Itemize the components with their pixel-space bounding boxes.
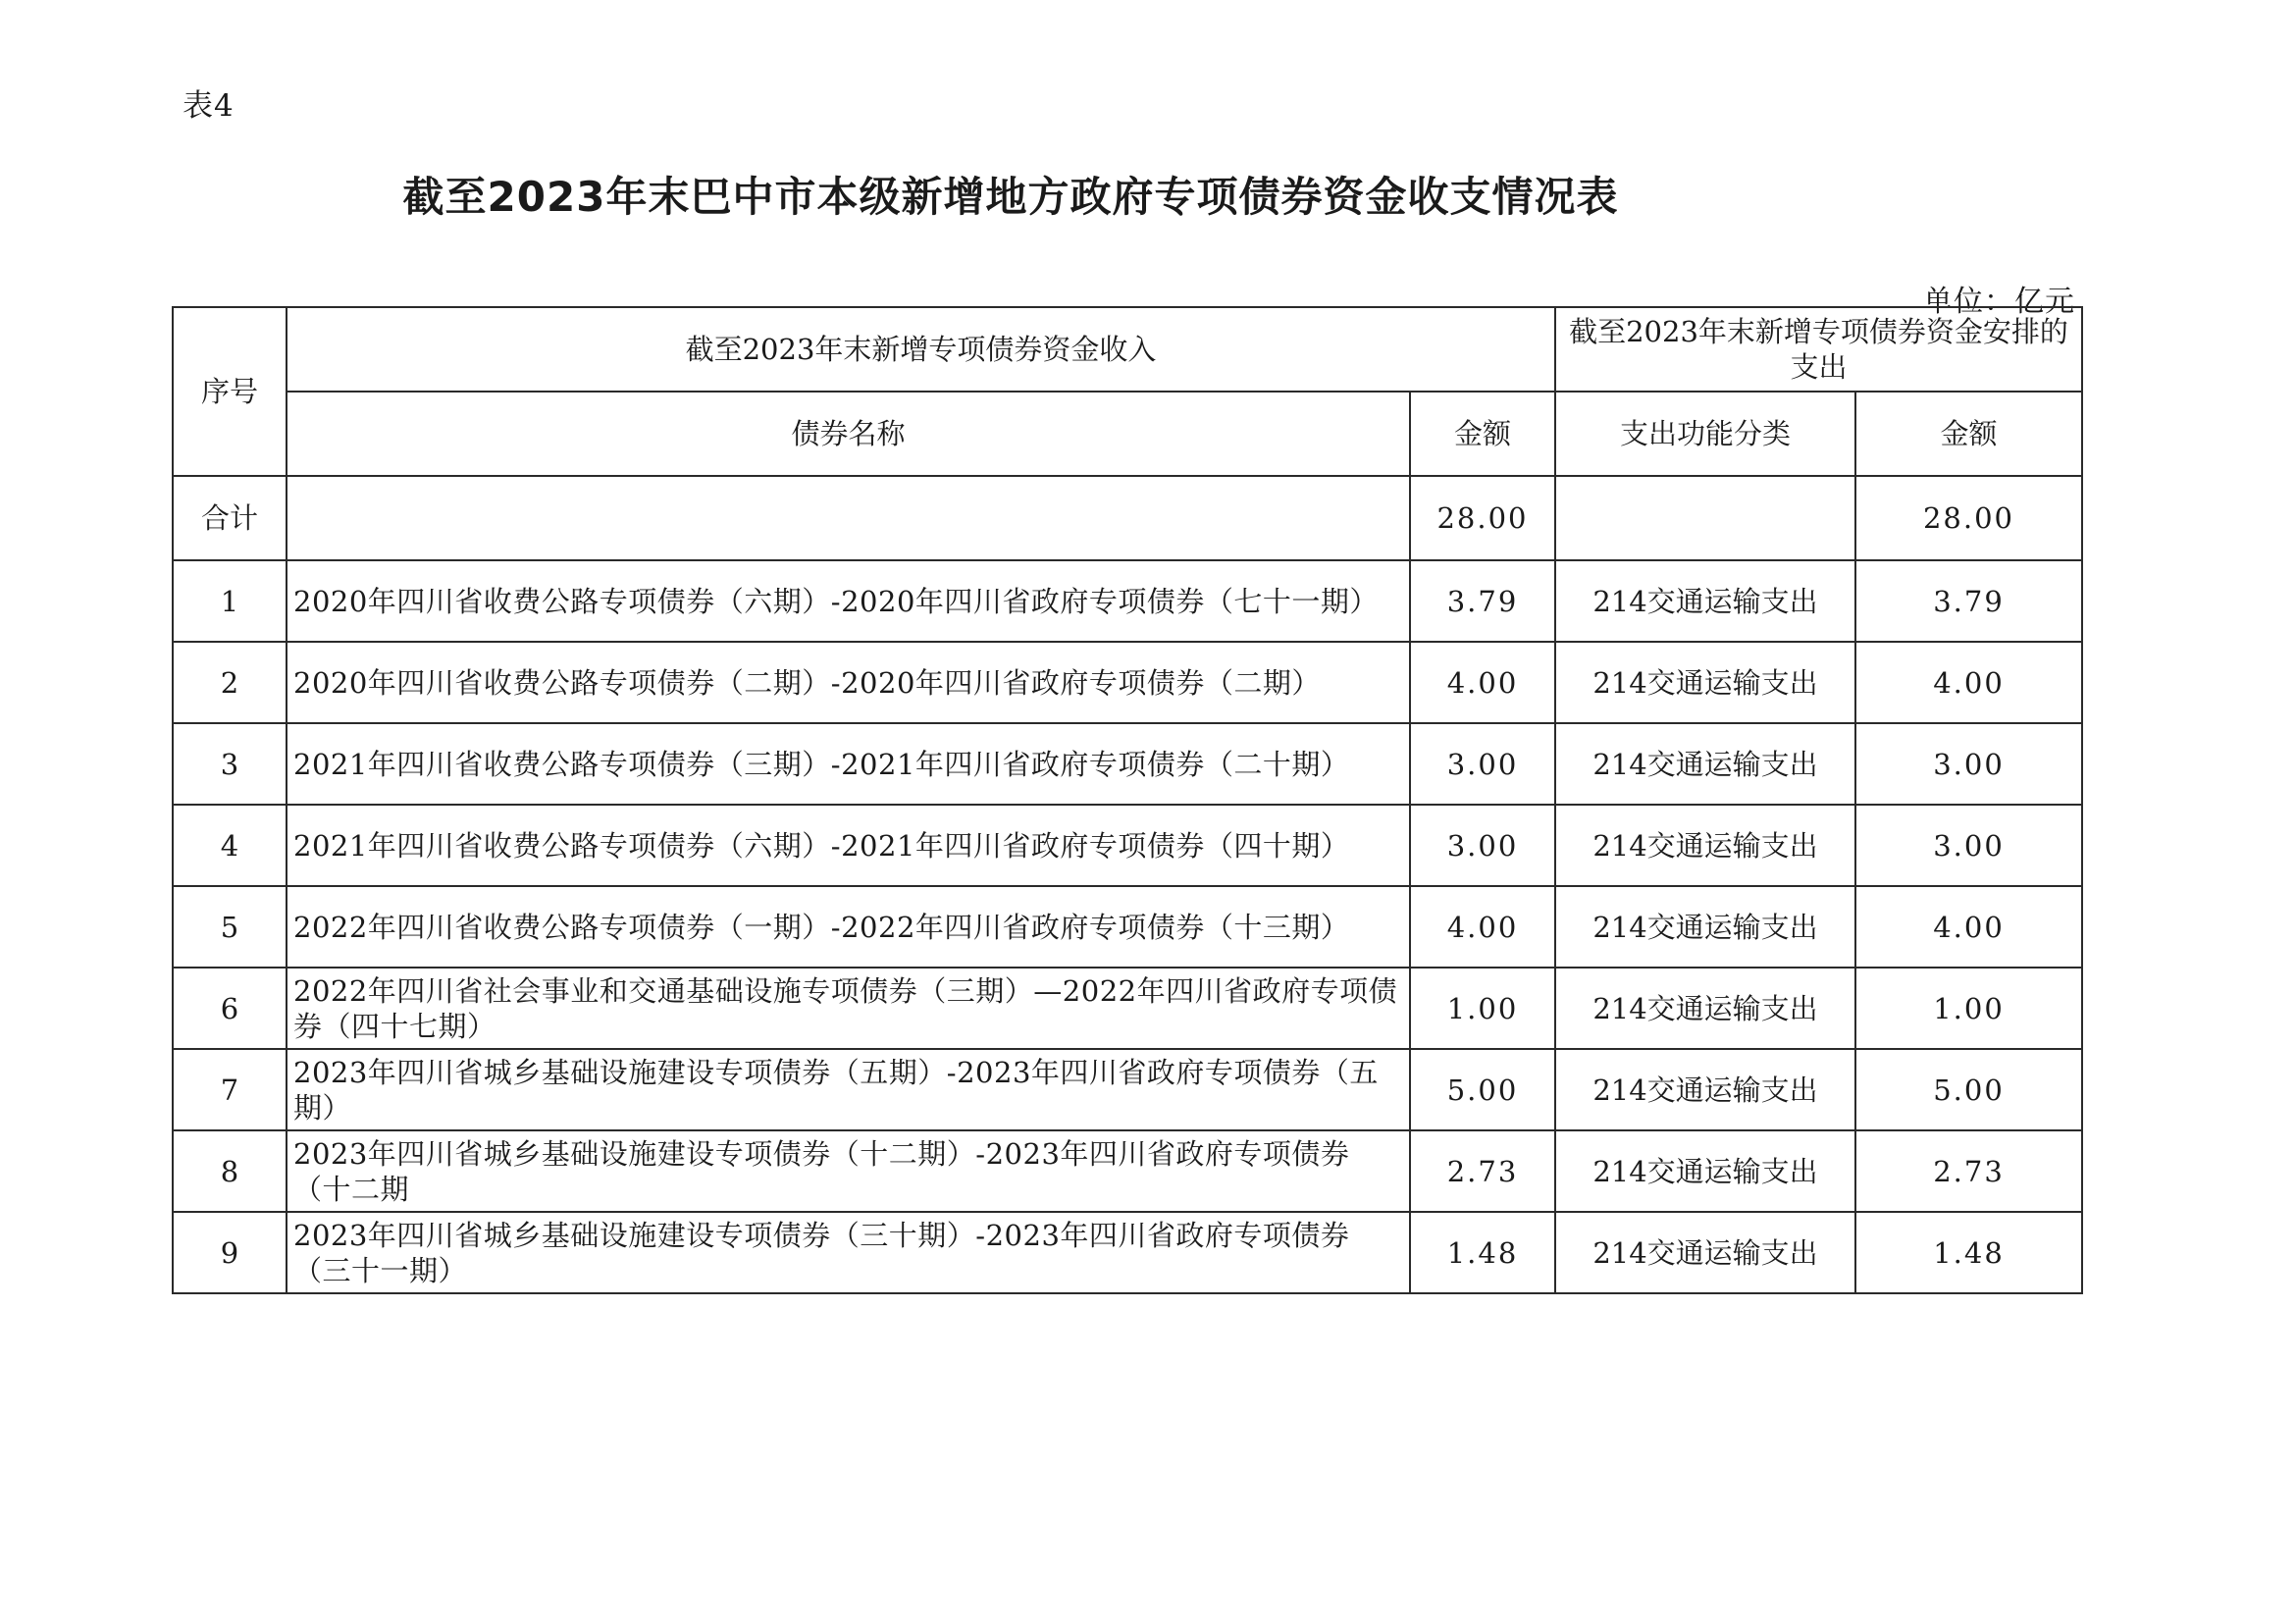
table-row xyxy=(173,886,2082,968)
row-income-amount: 1.00 xyxy=(1410,968,1555,1049)
row-index: 8 xyxy=(173,1130,287,1212)
table-label: 表4 xyxy=(183,88,235,124)
row-expense-amount: 3.00 xyxy=(1855,723,2082,805)
header-expense-amount: 金额 xyxy=(1855,392,2082,476)
row-income-amount: 4.00 xyxy=(1410,642,1555,723)
row-expense-amount: 3.79 xyxy=(1855,560,2082,642)
row-index: 6 xyxy=(173,968,287,1049)
row-index: 9 xyxy=(173,1212,287,1293)
unit-label: 单位：亿元 xyxy=(1923,285,2075,319)
row-expense-category: 214交通运输支出 xyxy=(1555,1049,1855,1130)
table-row xyxy=(173,1212,2082,1293)
table-row xyxy=(173,968,2082,1049)
row-expense-amount: 1.00 xyxy=(1855,968,2082,1049)
row-index: 1 xyxy=(173,560,287,642)
row-index: 3 xyxy=(173,723,287,805)
row-income-amount: 2.73 xyxy=(1410,1130,1555,1212)
header-expense-group: 截至2023年末新增专项债券资金安排的支出 xyxy=(1555,307,2082,392)
row-expense-amount: 5.00 xyxy=(1855,1049,2082,1130)
total-row xyxy=(173,476,2082,560)
row-index: 4 xyxy=(173,805,287,886)
table-row xyxy=(173,1049,2082,1130)
total-expense-amount: 28.00 xyxy=(1855,476,2082,560)
row-index: 7 xyxy=(173,1049,287,1130)
row-income-amount: 1.48 xyxy=(1410,1212,1555,1293)
row-index: 5 xyxy=(173,886,287,968)
header-row-columns xyxy=(173,392,2082,476)
row-income-amount: 3.00 xyxy=(1410,723,1555,805)
row-income-amount: 4.00 xyxy=(1410,886,1555,968)
header-income-group: 截至2023年末新增专项债券资金收入 xyxy=(287,307,1555,392)
data-rows xyxy=(173,560,2082,1293)
page-title: 截至2023年末巴中市本级新增地方政府专项债券资金收支情况表 xyxy=(402,173,1619,221)
table-row xyxy=(173,723,2082,805)
header-index: 序号 xyxy=(173,307,287,476)
row-bond-name: 2021年四川省收费公路专项债券（六期）-2021年四川省政府专项债券（四十期） xyxy=(287,805,1410,886)
row-bond-name: 2022年四川省收费公路专项债券（一期）-2022年四川省政府专项债券（十三期） xyxy=(287,886,1410,968)
row-expense-category: 214交通运输支出 xyxy=(1555,723,1855,805)
row-bond-name: 2020年四川省收费公路专项债券（六期）-2020年四川省政府专项债券（七十一期） xyxy=(287,560,1410,642)
total-income-amount: 28.00 xyxy=(1410,476,1555,560)
row-expense-category: 214交通运输支出 xyxy=(1555,560,1855,642)
total-bond-name xyxy=(287,476,1410,560)
header-income-amount: 金额 xyxy=(1410,392,1555,476)
row-bond-name: 2022年四川省社会事业和交通基础设施专项债券（三期）—2022年四川省政府专项债券（四十七期） xyxy=(287,968,1410,1049)
row-index: 2 xyxy=(173,642,287,723)
row-expense-amount: 3.00 xyxy=(1855,805,2082,886)
total-expense-category xyxy=(1555,476,1855,560)
row-expense-category: 214交通运输支出 xyxy=(1555,805,1855,886)
row-bond-name: 2020年四川省收费公路专项债券（二期）-2020年四川省政府专项债券（二期） xyxy=(287,642,1410,723)
row-expense-category: 214交通运输支出 xyxy=(1555,1130,1855,1212)
row-expense-category: 214交通运输支出 xyxy=(1555,642,1855,723)
row-expense-category: 214交通运输支出 xyxy=(1555,1212,1855,1293)
row-expense-category: 214交通运输支出 xyxy=(1555,968,1855,1049)
bond-ledger-table xyxy=(172,306,2083,1294)
row-bond-name: 2023年四川省城乡基础设施建设专项债券（三十期）-2023年四川省政府专项债券（三十一期） xyxy=(287,1212,1410,1293)
row-bond-name: 2021年四川省收费公路专项债券（三期）-2021年四川省政府专项债券（二十期） xyxy=(287,723,1410,805)
header-row-group xyxy=(173,307,2082,392)
row-expense-amount: 1.48 xyxy=(1855,1212,2082,1293)
row-expense-category: 214交通运输支出 xyxy=(1555,886,1855,968)
header-expense-category: 支出功能分类 xyxy=(1555,392,1855,476)
table-row xyxy=(173,642,2082,723)
row-bond-name: 2023年四川省城乡基础设施建设专项债券（五期）-2023年四川省政府专项债券（五期） xyxy=(287,1049,1410,1130)
total-label: 合计 xyxy=(173,476,287,560)
row-income-amount: 5.00 xyxy=(1410,1049,1555,1130)
row-expense-amount: 4.00 xyxy=(1855,886,2082,968)
table-row xyxy=(173,1130,2082,1212)
row-income-amount: 3.79 xyxy=(1410,560,1555,642)
row-income-amount: 3.00 xyxy=(1410,805,1555,886)
table-row xyxy=(173,560,2082,642)
header-bond-name: 债券名称 xyxy=(287,392,1410,476)
row-bond-name: 2023年四川省城乡基础设施建设专项债券（十二期）-2023年四川省政府专项债券（十二期 xyxy=(287,1130,1410,1212)
row-expense-amount: 2.73 xyxy=(1855,1130,2082,1212)
table-row xyxy=(173,805,2082,886)
row-expense-amount: 4.00 xyxy=(1855,642,2082,723)
